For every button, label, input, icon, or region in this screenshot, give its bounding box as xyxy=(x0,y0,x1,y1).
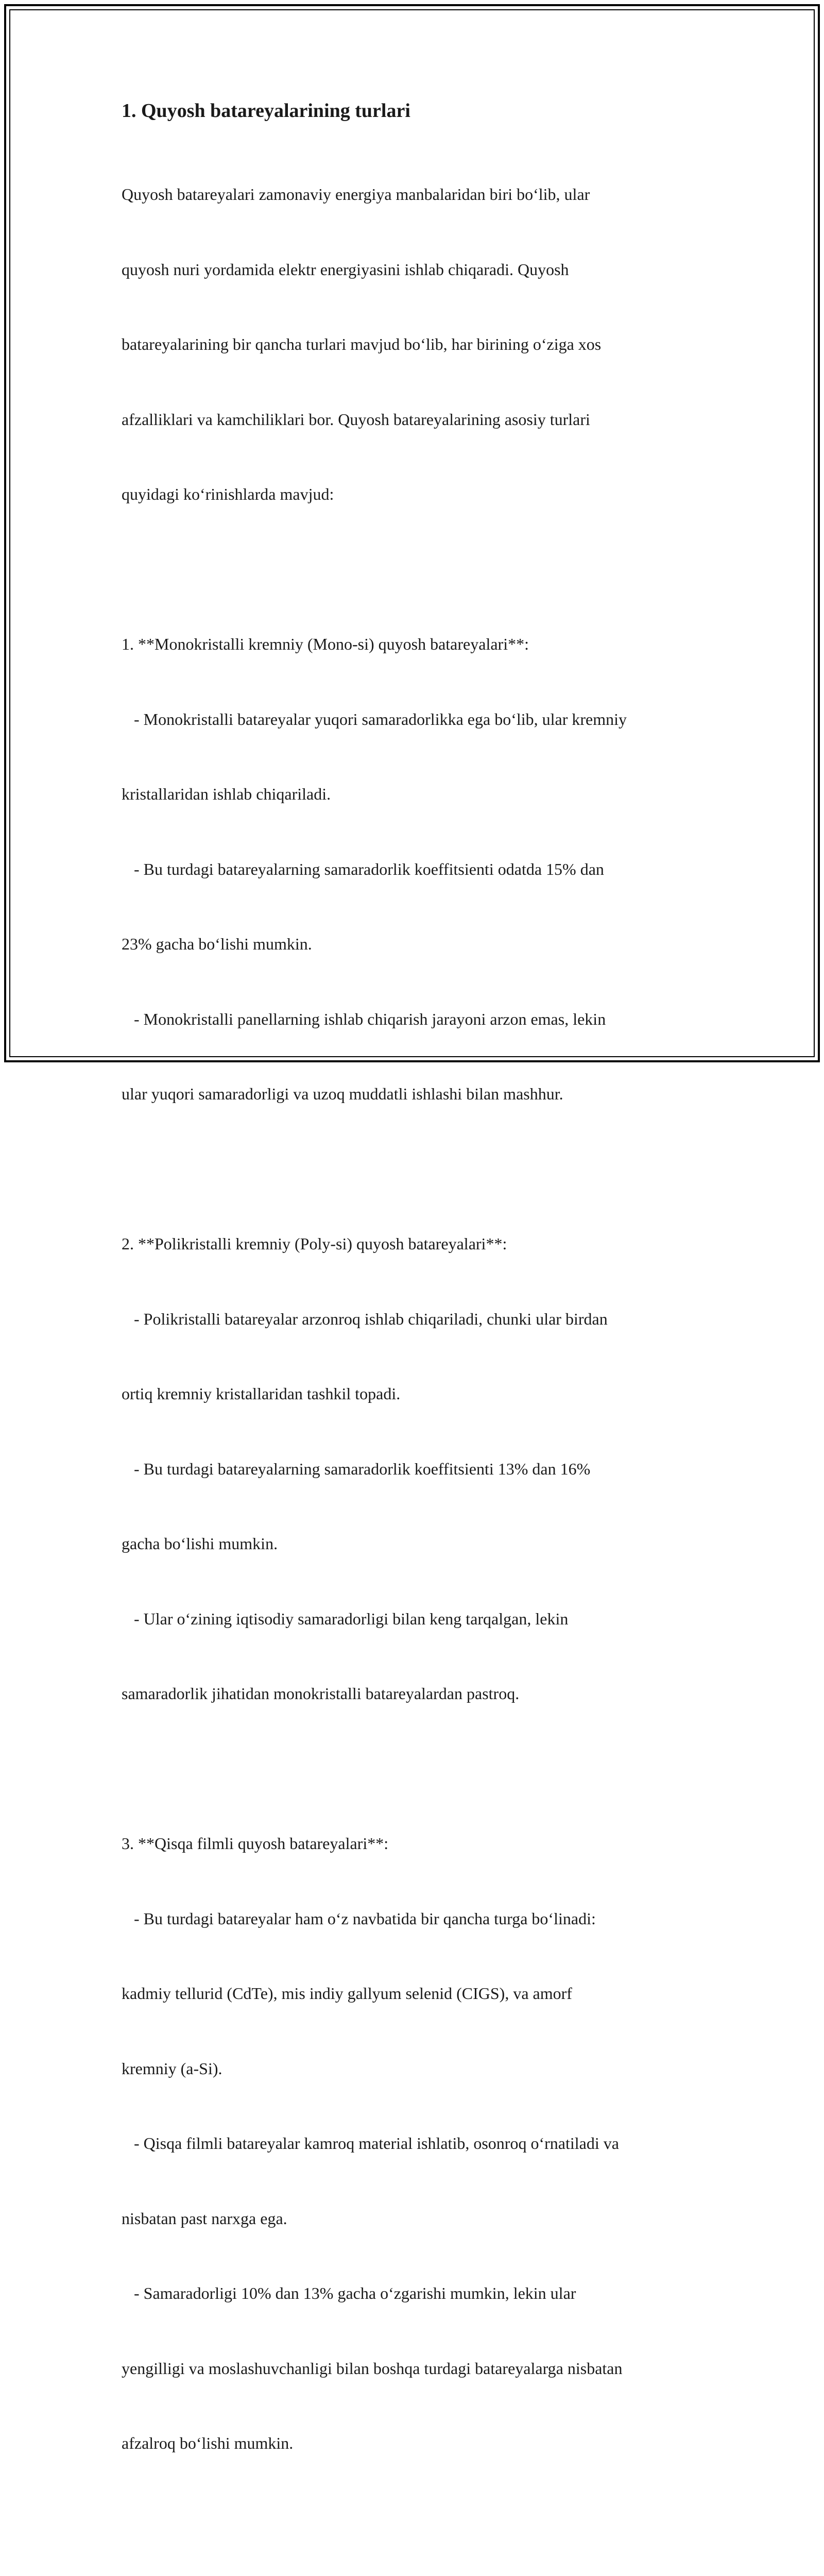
intro-line: afzalliklari va kamchiliklari bor. Quyosh batareyalarining asosiy turlari xyxy=(122,410,590,429)
list-item-text: afzalroq bo‘lishi mumkin. xyxy=(122,2434,294,2452)
list-item-qisqa-filmli xyxy=(122,1781,714,2506)
section-heading: 1. Quyosh batareyalarining turlari xyxy=(122,100,410,122)
list-item-text: ortiq kremniy kristallaridan tashkil topadi. xyxy=(122,1384,401,1403)
document-page xyxy=(122,96,714,2576)
list-item-text: - Polikristalli batareyalar arzonroq ishlab chiqariladi, chunki ular birdan xyxy=(122,1309,608,1328)
intro-line: Quyosh batareyalari zamonaviy energiya manbalaridan biri bo‘lib, ular xyxy=(122,185,590,204)
list-item-text: - Bu turdagi batareyalarning samaradorlik koeffitsienti 13% dan 16% xyxy=(122,1459,591,1478)
intro-line: quyosh nuri yordamida elektr energiyasini ishlab chiqaradi. Quyosh xyxy=(122,260,569,279)
list-item-text: gacha bo‘lishi mumkin. xyxy=(122,1534,278,1553)
list-item-text: - Bu turdagi batareyalar ham o‘z navbatida bir qancha turga bo‘linadi: xyxy=(122,1909,596,1928)
intro-line: quyidagi ko‘rinishlarda mavjud: xyxy=(122,485,334,503)
list-item-text: - Monokristalli panellarning ishlab chiqarish jarayoni arzon emas, lekin xyxy=(122,1009,606,1028)
list-item-text: yengilligi va moslashuvchanligi bilan boshqa turdagi batareyalarga nisbatan xyxy=(122,2359,623,2378)
list-item-title: 2. **Polikristalli kremniy (Poly-si) quyosh batareyalari**: xyxy=(122,1234,507,1253)
list-item-text: kremniy (a-Si). xyxy=(122,2059,222,2078)
intro-line: batareyalarining bir qancha turlari mavjud bo‘lib, har birining o‘ziga xos xyxy=(122,335,602,353)
list-item-text: kristallaridan ishlab chiqariladi. xyxy=(122,785,331,803)
list-item-text: - Bu turdagi batareyalarning samaradorlik koeffitsienti odatda 15% dan xyxy=(122,859,604,878)
list-item-text: - Qisqa filmli batareyalar kamroq material ishlatib, osonroq o‘rnatiladi va xyxy=(122,2134,619,2153)
list-item-text: - Monokristalli batareyalar yuqori samaradorlikka ega bo‘lib, ular kremniy xyxy=(122,709,627,728)
list-item-text: nisbatan past narxga ega. xyxy=(122,2209,287,2228)
list-item-title: 3. **Qisqa filmli quyosh batareyalari**: xyxy=(122,1834,389,1853)
list-item-monokristalli xyxy=(122,582,714,1157)
list-item-gibrid xyxy=(122,2531,714,2576)
list-item-text: ular yuqori samaradorligi va uzoq muddatli ishlashi bilan mashhur. xyxy=(122,1084,563,1103)
list-item-text: kadmiy tellurid (CdTe), mis indiy gallyum selenid (CIGS), va amorf xyxy=(122,1984,572,2003)
list-item-text: - Samaradorligi 10% dan 13% gacha o‘zgarishi mumkin, lekin ular xyxy=(122,2284,576,2302)
list-item-text: samaradorlik jihatidan monokristalli batareyalardan pastroq. xyxy=(122,1684,520,1703)
list-item-title: 1. **Monokristalli kremniy (Mono-si) quyosh batareyalari**: xyxy=(122,635,529,653)
intro-paragraph xyxy=(122,132,714,557)
list-item-text: 23% gacha bo‘lishi mumkin. xyxy=(122,935,312,953)
list-item-polikristalli xyxy=(122,1181,714,1756)
list-item-text: - Ular o‘zining iqtisodiy samaradorligi bilan keng tarqalgan, lekin xyxy=(122,1609,569,1628)
